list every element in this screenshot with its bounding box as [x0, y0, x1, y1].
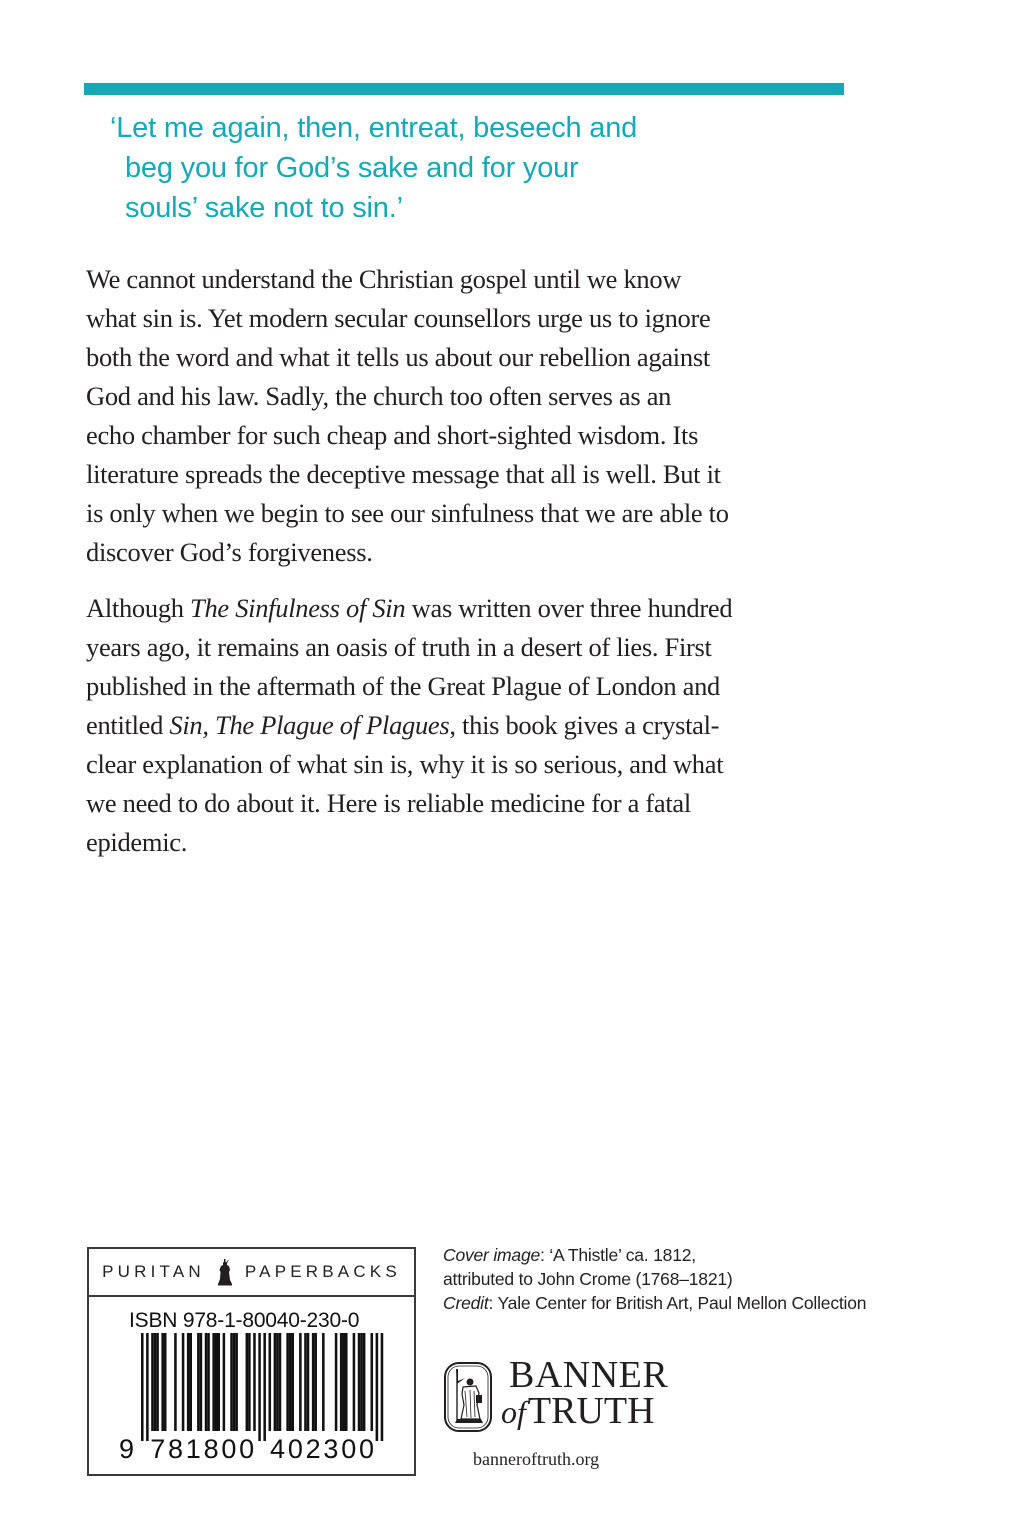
blurb-line: we need to do about it. Here is reliable medicine for a fatal: [86, 788, 691, 818]
publisher-name-truth: TRUTH: [527, 1390, 655, 1432]
isbn-label: ISBN 978-1-80040-230-0: [129, 1309, 360, 1332]
publisher-name-of: of: [501, 1394, 526, 1430]
publisher-name-line-2: [501, 1390, 668, 1432]
publisher-logo: [443, 1354, 683, 1469]
blurb-line: echo chamber for such cheap and short-sighted wisdom. Its: [86, 420, 699, 450]
blurb-line: is only when we begin to see our sinfulness that we are able to: [86, 498, 729, 528]
blurb-text: [86, 260, 846, 879]
credit-label: Credit: [443, 1293, 489, 1313]
pull-quote: [110, 108, 750, 228]
blurb-paragraph-2: [86, 589, 846, 862]
credit-line-1: [443, 1243, 866, 1267]
text-run: entitled: [86, 710, 170, 740]
text-run: was written over three hundred: [405, 593, 733, 623]
blurb-line: literature spreads the deceptive message that all is well. But it: [86, 459, 721, 489]
text-run: : ‘A Thistle’ ca. 1812,: [540, 1245, 696, 1265]
blurb-line: [86, 706, 846, 745]
pull-quote-line-2: beg you for God’s sake and for your: [125, 152, 579, 184]
blurb-line: discover God’s forgiveness.: [86, 537, 373, 567]
credit-label: Cover image: [443, 1245, 541, 1265]
top-accent-rule: [84, 83, 844, 95]
blurb-line: epidemic.: [86, 827, 188, 857]
blurb-line: We cannot understand the Christian gospel until we know: [86, 264, 682, 294]
blurb-line: [86, 589, 846, 628]
blurb-line: God and his law. Sadly, the church too often serves as an: [86, 381, 672, 411]
blurb-line: what sin is. Yet modern secular counsellors urge us to ignore: [86, 303, 711, 333]
isbn-barcode-box: [87, 1247, 416, 1476]
series-strip: [89, 1249, 414, 1297]
publisher-name-line-1: BANNER: [509, 1354, 669, 1396]
book-title: The Sinfulness of Sin: [190, 593, 406, 623]
cover-image-credits: [443, 1243, 866, 1315]
blurb-paragraph-1: [86, 260, 846, 572]
blurb-line: both the word and what it tells us about our rebellion against: [86, 342, 710, 372]
series-name-left: PURITAN: [102, 1262, 205, 1281]
blurb-line: years ago, it remains an oasis of truth in a desert of lies. First: [86, 632, 712, 662]
svg-text:781800: 781800: [150, 1434, 255, 1463]
credit-line-3: [443, 1291, 866, 1315]
original-title: Sin, The Plague of Plagues: [169, 710, 450, 740]
svg-text:9: 9: [119, 1434, 135, 1463]
puritan-figure-icon: [217, 1258, 233, 1286]
text-run: : Yale Center for British Art, Paul Mellon Collection: [488, 1293, 867, 1313]
publisher-name: [501, 1354, 669, 1432]
blurb-line: published in the aftermath of the Great Plague of London and: [86, 671, 721, 701]
pull-quote-line-3: souls’ sake not to sin.’: [125, 192, 403, 224]
ean13-barcode: [109, 1333, 399, 1463]
series-name-right: PAPERBACKS: [244, 1262, 401, 1281]
text-run: Although: [86, 593, 191, 623]
blurb-line: clear explanation of what sin is, why it is so serious, and what: [86, 749, 724, 779]
credit-line-2: attributed to John Crome (1768–1821): [443, 1269, 733, 1289]
svg-text:402300: 402300: [270, 1434, 375, 1463]
pull-quote-line-1: ‘Let me again, then, entreat, beseech and: [110, 112, 638, 144]
publisher-url[interactable]: banneroftruth.org: [473, 1449, 600, 1469]
banner-of-truth-emblem-icon: [443, 1361, 493, 1433]
text-run: , this book gives a crystal-: [449, 710, 720, 740]
